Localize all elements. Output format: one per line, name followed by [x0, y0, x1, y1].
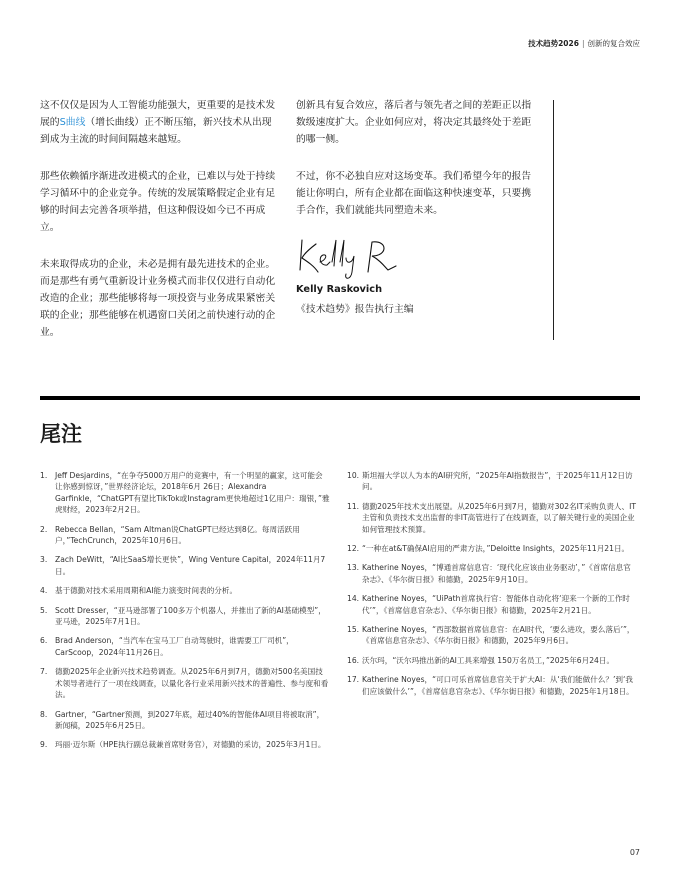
footnote-item — [347, 470, 637, 493]
footnotes-column-left — [40, 470, 330, 759]
footnote-number: 5. — [40, 605, 48, 615]
body-paragraph: 未来取得成功的企业，未必是拥有最先进技术的企业。而是那些有勇气重新设计业务模式而非仅仅进行自动化改造的企业；那些能够将每一项投资与业务成果紧密关联的企业；那些能够在机遇窗口关闭之前快速行动的企业。 — [40, 259, 276, 338]
header-title: 技术趋势2026 — [528, 39, 579, 48]
footnote-text: Brad Anderson，“当汽车在宝马工厂自动驾驶时，谁需要工厂司机”，CarScoop，2024年11月26日。 — [55, 636, 294, 657]
signature-title: 《技术趋势》报告执行主编 — [296, 304, 414, 315]
footnote-text: Katherine Noyes，“博通首席信息官：‘现代化应该由业务驱动’，”《首席信息官杂志》、《华尔街日报》和德勤，2025年9月10日。 — [362, 563, 631, 584]
section-rule — [40, 396, 640, 400]
footnote-number: 2. — [40, 524, 48, 534]
footnote-number: 9. — [40, 740, 48, 750]
footnote-item — [347, 562, 637, 585]
body-column-left — [40, 97, 280, 361]
footnote-item — [40, 709, 330, 732]
footnote-item — [347, 624, 637, 647]
footnote-item — [40, 666, 330, 700]
footnote-item — [347, 593, 637, 616]
footnote-text: 基于德勤对技术采用周期和AI能力演变时间表的分析。 — [55, 586, 238, 596]
footnote-item — [347, 674, 637, 697]
footnote-text: Scott Dresser，“亚马逊部署了100多万个机器人，并推出了新的AI基础模型”，亚马逊，2025年7月1日。 — [55, 605, 326, 627]
footnote-number: 7. — [40, 667, 48, 677]
footnote-item — [40, 470, 330, 516]
footnote-item — [40, 635, 330, 658]
footnotes-column-right — [347, 470, 637, 705]
footnote-number: 3. — [40, 555, 48, 565]
footnote-text: 德勤2025年技术支出展望。从2025年6月到7月，德勤对302名IT采购负责人、IT主管和负责技术支出监督的非IT高管进行了在线调查，以了解关键行业的美国企业如何管理技术预算。 — [362, 501, 636, 534]
footnotes-heading: 尾注 — [40, 422, 82, 446]
footnote-number: 4. — [40, 586, 48, 596]
footnote-number: 10. — [347, 471, 360, 480]
footnote-item — [40, 554, 330, 577]
footnote-number: 17. — [347, 675, 360, 685]
footnote-number: 1. — [40, 471, 48, 480]
footnote-item — [40, 739, 330, 750]
body-paragraph: 不过，你不必独自应对这场变革。我们希望今年的报告能让你明白，所有企业都在面临这种快速变革，只要携手合作，我们就能共同塑造未来。 — [296, 171, 532, 216]
body-paragraph: 这不仅仅是因为人工智能功能强大，更重要的是技术发展的S曲线（增长曲线）正不断压缩，新兴技术从出现到成为主流的时间间隔越来越短。 — [40, 100, 276, 145]
footnote-number: 15. — [347, 625, 360, 635]
running-header — [528, 38, 640, 49]
footnote-text: 德勤2025年企业新兴技术趋势调查。从2025年6月到7月，德勤对500名美国技术领导者进行了一项在线调查，以量化各行业采用新兴技术的普遍性、参与度和看法。 — [55, 667, 329, 700]
footnote-number: 14. — [347, 594, 360, 604]
footnote-text: Gartner，“Gartner预测，到2027年底，超过40%的智能体AI项目将被取消”，新闻稿，2025年6月25日。 — [55, 709, 325, 730]
footnote-item — [40, 524, 330, 547]
header-separator: | — [581, 39, 585, 48]
column-divider — [553, 100, 554, 340]
footnote-number: 16. — [347, 655, 360, 665]
footnote-text: Katherine Noyes，“西部数据首席信息官：在AI时代，‘要么进攻，要么落后’”，《首席信息官杂志》、《华尔街日报》和德勤，2025年9月6日。 — [362, 625, 635, 646]
footnote-text: 斯坦福大学以人为本的AI研究所，“2025年AI指数报告”，于2025年11月12日访问。 — [362, 471, 633, 492]
page-number: 07 — [629, 848, 640, 857]
footnote-item — [40, 605, 330, 628]
footnote-item — [40, 585, 330, 596]
handwritten-signature — [296, 232, 406, 282]
footnote-number: 6. — [40, 636, 48, 646]
header-subtitle: 创新的复合效应 — [587, 39, 640, 48]
footnote-item — [347, 655, 637, 666]
footnote-text: 玛丽·迈尔斯（HPE执行副总裁兼首席财务官），对德勤的采访，2025年3月1日。 — [55, 740, 326, 750]
footnote-text: Katherine Noyes，“可口可乐首席信息官关于扩大AI：从‘我们能做什么？’到‘我们应该做什么’”，《首席信息官杂志》、《华尔街日报》和德勤，2025年1月18日。 — [362, 675, 634, 696]
footnote-item — [347, 543, 637, 554]
footnote-text: Jeff Desjardins，“在争夺5000万用户的竞赛中，有一个明显的赢家，这可能会让你感到惊讶，”世界经济论坛，2018年6月 26日；Alexandra Garfinkle，“ChatGPT有望比TikTok或Instagram更快地超过1亿用户：瑞银，”雅虎财经，2023年2月2日。 — [55, 471, 330, 515]
footnote-text: “一种在at&T确保AI启用的严肃方法，”Deloitte Insights，2025年11月21日。 — [362, 544, 630, 554]
s-curve-link[interactable]: S曲线 — [59, 117, 86, 128]
footnote-number: 8. — [40, 709, 48, 719]
footnote-text: Zach DeWitt，“AI比SaaS增长更快”，Wing Venture Capital，2024年11月7日。 — [55, 555, 326, 576]
footnote-item — [347, 501, 637, 535]
signature-name: Kelly Raskovich — [296, 284, 383, 295]
footnote-number: 11. — [347, 501, 360, 511]
body-column-right — [296, 97, 540, 239]
footnote-number: 13. — [347, 563, 360, 573]
footnote-text: 沃尔玛，“沃尔玛推出新的AI工具来增强 150万名员工，”2025年6月24日。 — [362, 655, 615, 665]
body-paragraph: 那些依赖循序渐进改进模式的企业，已难以与处于持续学习循环中的企业竞争。传统的发展策略假定企业有足够的时间去完善各项举措，但这种假设如今已不再成立。 — [40, 171, 276, 233]
footnote-text: Katherine Noyes，“UiPath首席执行官：智能体自动化将‘迎来一个新的工作时代’”，《首席信息官杂志》、《华尔街日报》和德勤，2025年2月21日。 — [362, 594, 630, 615]
footnote-text: Rebecca Bellan，“Sam Altman说ChatGPT已经达到8亿。每周活跃用户，”TechCrunch，2025年10月6日。 — [55, 524, 300, 546]
body-paragraph: 创新具有复合效应，落后者与领先者之间的差距正以指数级速度扩大。企业如何应对，将决定其最终处于差距的哪一侧。 — [296, 100, 532, 145]
footnote-number: 12. — [347, 544, 360, 554]
